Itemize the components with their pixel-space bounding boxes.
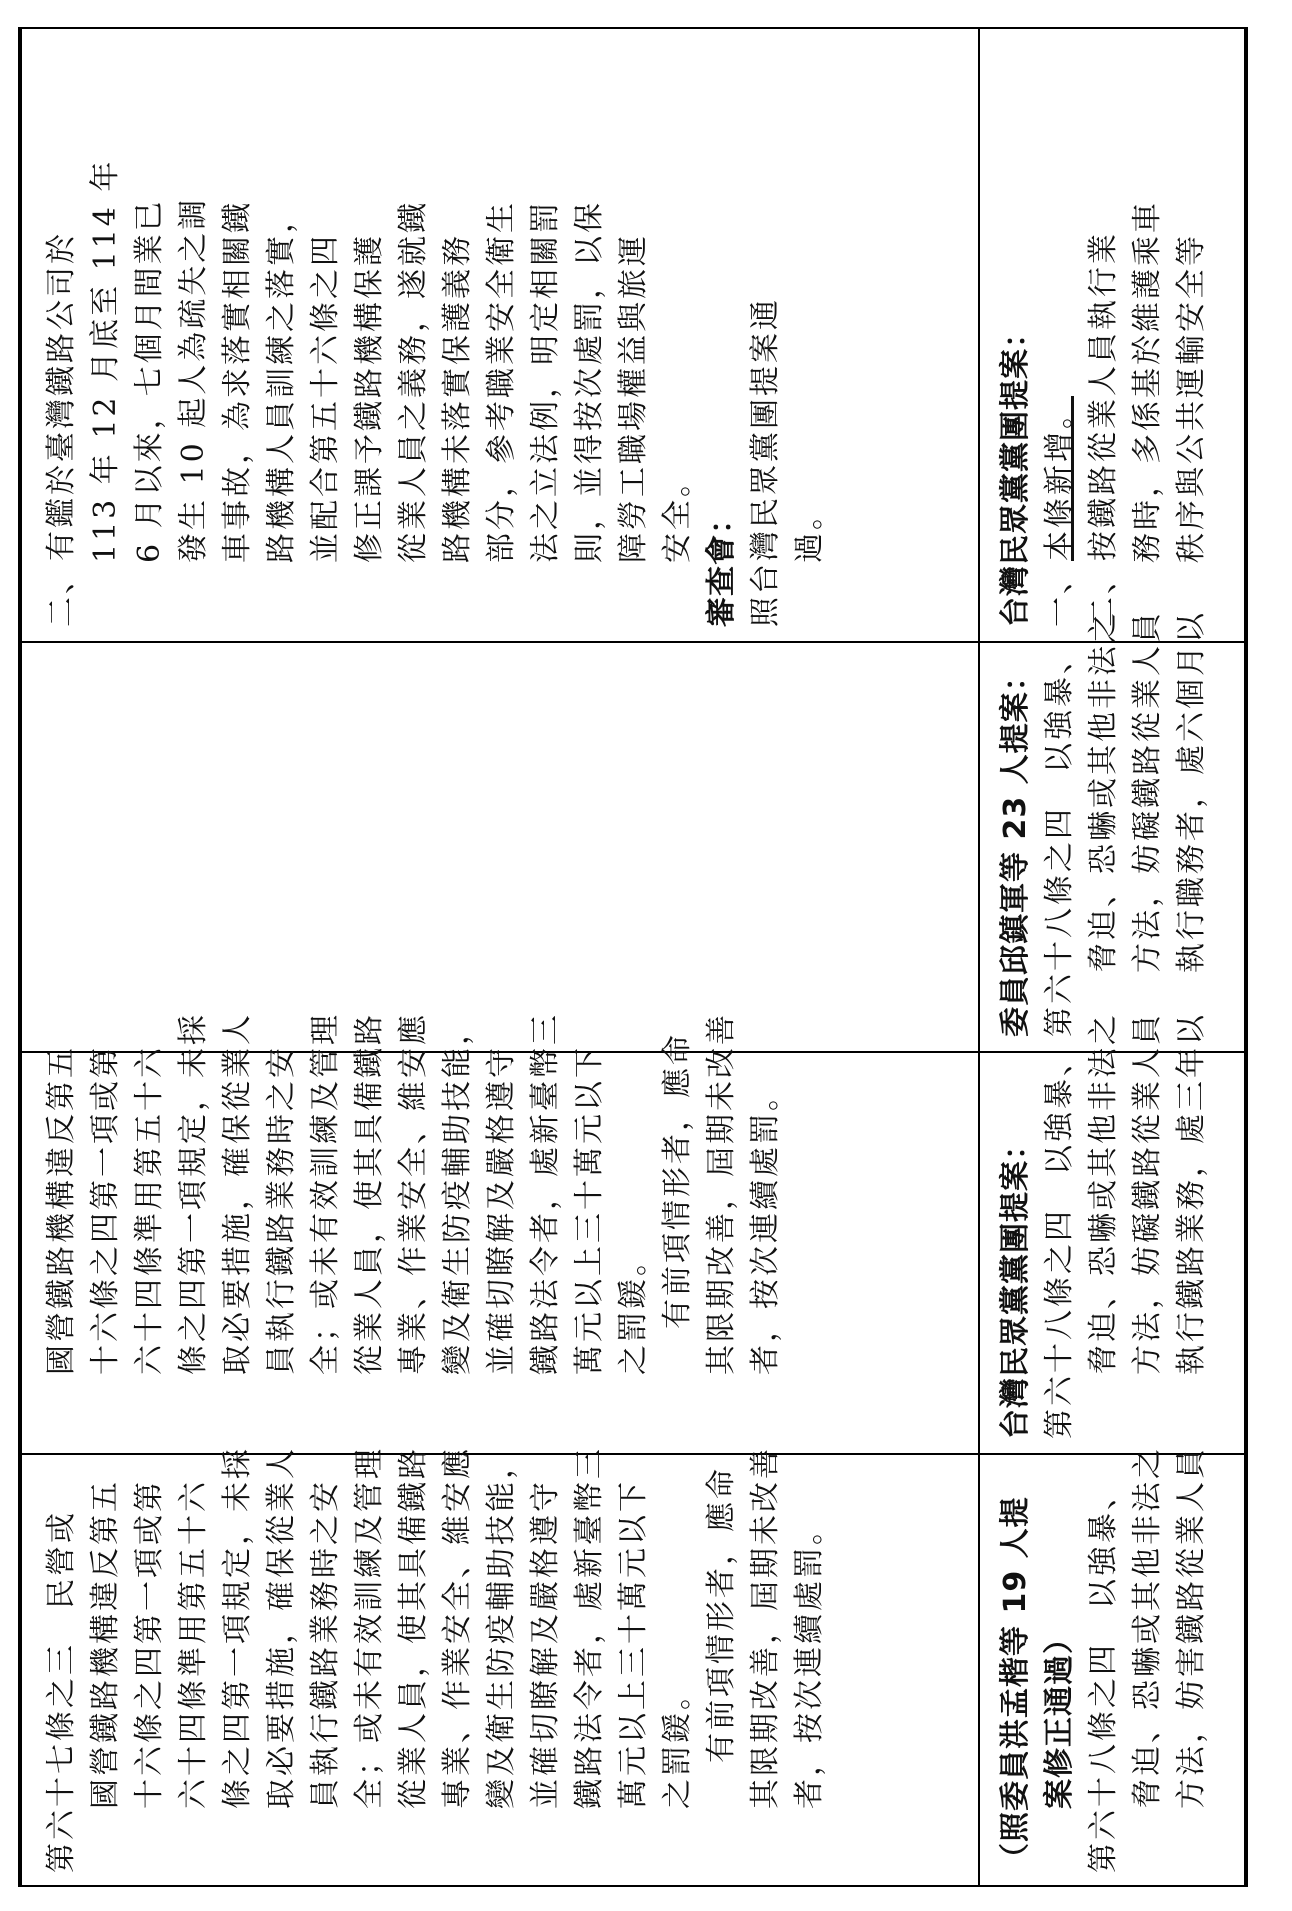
- text-line: 車事故，為求落實相關鐵: [220, 200, 255, 563]
- comparison-table: [18, 27, 1248, 1887]
- text-line: 取必要措施，確保從業人: [220, 1012, 255, 1375]
- text-line: 方法，妨害鐵路從業人員: [1174, 1446, 1209, 1809]
- cell-explanation: [980, 29, 1244, 641]
- text-line: 則，並得按次處罰，以保: [572, 200, 607, 563]
- cell-adopted-text: [980, 1446, 1244, 1887]
- review-committee-heading: 審查會：: [704, 503, 739, 627]
- text-line: 十六條之四第一項或第: [132, 1479, 167, 1809]
- text-line: 第六十七條之三 民營或: [44, 1510, 79, 1873]
- proposal-heading: 委員邱鎮軍等 23 人提案：: [998, 660, 1033, 1037]
- text-line: 第六十八條之四 以強暴、: [1086, 1477, 1121, 1873]
- text-line: 其限期改善，屆期未改善: [704, 1012, 739, 1375]
- text-line: 專業、作業安全、維安應: [396, 1012, 431, 1375]
- table-bottom-border: [1244, 27, 1248, 1887]
- text-line: 脅迫、恐嚇或其他非法之: [1086, 1012, 1121, 1375]
- text-line: 障勞工職場權益與旅運: [616, 233, 651, 563]
- text-line: 執行鐵路業務，處三年以: [1174, 1012, 1209, 1375]
- text-line: 務時，多係基於維護乘車: [1130, 200, 1165, 563]
- cell-tpp-proposal: [980, 1012, 1244, 1453]
- text-line: 部分，參考職業安全衛生: [484, 200, 519, 563]
- text-line: 過。: [792, 497, 827, 563]
- proposal-heading: 台灣民眾黨黨團提案：: [998, 317, 1033, 627]
- text-line: 條之四第一項規定，未採: [176, 1012, 211, 1375]
- text-line: 其限期改善，屆期未改善: [748, 1446, 783, 1809]
- text-line: 方法，妨礙鐵路從業人員: [1130, 610, 1165, 973]
- text-line: 並配合第五十六條之四: [308, 233, 343, 563]
- text-line: 並確切瞭解及嚴格遵守: [484, 1045, 519, 1375]
- text-line: （照委員洪孟楷等 19 人提: [998, 1496, 1033, 1873]
- text-line: 萬元以上三十萬元以下: [572, 1045, 607, 1375]
- text-line: 執行職務者，處六個月以: [1174, 610, 1209, 973]
- text-line: 脅迫、恐嚇或其他非法之: [1130, 1446, 1165, 1809]
- text-line: 變及衛生防疫輔助技能，: [484, 1446, 519, 1809]
- text-line: 鐵路法令者，處新臺幣三: [572, 1446, 607, 1809]
- cell-current-text: [18, 1446, 978, 1887]
- text-line: 案修正通過）: [1042, 1623, 1077, 1809]
- cell-proposed-text: [18, 1012, 978, 1453]
- text-line: 專業、作業安全、維安應: [440, 1446, 475, 1809]
- text-line: 秩序與公共運輸安全等: [1174, 233, 1209, 563]
- text-line: 條之四第一項規定，未採: [220, 1446, 255, 1809]
- text-line: 者，按次連續處罰。: [792, 1512, 827, 1809]
- text-line: 並確切瞭解及嚴格遵守: [528, 1479, 563, 1809]
- text-line: 之罰鍰。: [660, 1677, 695, 1809]
- text-line: 全；或未有效訓練及管理: [308, 1012, 343, 1375]
- text-line: 取必要措施，確保從業人: [264, 1446, 299, 1809]
- text-line: 發生 10 起人為疏失之調: [176, 196, 211, 563]
- text-line: 第六十八條之四 以強暴、: [1042, 1043, 1077, 1439]
- new-article-note: 本條新增。: [1042, 396, 1077, 561]
- text-line: 6 月以來，七個月間業已: [132, 198, 167, 563]
- text-line: 二、有鑑於臺灣鐵路公司於: [44, 231, 79, 627]
- text-line: 照台灣民眾黨團提案通: [748, 297, 783, 627]
- text-line: 鐵路法令者，處新臺幣三: [528, 1012, 563, 1375]
- text-line: 十六條之四第一項或第: [88, 1045, 123, 1375]
- text-line: 安全。: [660, 464, 695, 563]
- text-line: 從業人員之義務，遂就鐵: [396, 200, 431, 563]
- text-line: 變及衛生防疫輔助技能，: [440, 1012, 475, 1375]
- text-line: 之罰鍰。: [616, 1243, 651, 1375]
- text-line: 員執行鐵路業務時之安: [264, 1045, 299, 1375]
- text-line: 113 年 12 月底至 114 年: [88, 158, 123, 563]
- cell-legislator-proposal: [980, 610, 1244, 1051]
- text-line: 脅迫、恐嚇或其他非法之: [1086, 610, 1121, 973]
- text-line: 國營鐵路機構違反第五: [44, 1045, 79, 1375]
- text-line: 國營鐵路機構違反第五: [88, 1479, 123, 1809]
- text-line: 方法，妨礙鐵路從業人員: [1130, 1012, 1165, 1375]
- text-line: 二、按鐵路從業人員執行業: [1086, 231, 1121, 627]
- table-row-article-68-4: [980, 27, 1244, 1887]
- text-line: 從業人員，使其具備鐵路: [352, 1012, 387, 1375]
- text-line: 第六十八條之四 以強暴、: [1042, 641, 1077, 1037]
- text-line: 有前項情形者，應命: [660, 1032, 695, 1329]
- text-line: 六十四條準用第五十六: [132, 1045, 167, 1375]
- table-row-article-67-3: [18, 27, 978, 1887]
- cell-empty: [18, 643, 978, 1051]
- text-line: 員執行鐵路業務時之安: [308, 1479, 343, 1809]
- text-line: 有前項情形者，應命: [704, 1466, 739, 1763]
- cell-notes: [18, 29, 978, 641]
- text-line: 法之立法例，明定相關罰: [528, 200, 563, 563]
- text-line: 修正課予鐵路機構保護: [352, 233, 387, 563]
- text-line: 六十四條準用第五十六: [176, 1479, 211, 1809]
- text-line: 一、本條新增。: [1042, 396, 1077, 627]
- text-line: 萬元以上三十萬元以下: [616, 1479, 651, 1809]
- text-line: 路機構人員訓練之落實，: [264, 200, 299, 563]
- text-line: 從業人員，使其具備鐵路: [396, 1446, 431, 1809]
- proposal-heading: 台灣民眾黨黨團提案：: [998, 1129, 1033, 1439]
- text-line: 全；或未有效訓練及管理: [352, 1446, 387, 1809]
- text-line: 路機構未落實保護義務: [440, 233, 475, 563]
- text-line: 者，按次連續處罰。: [748, 1078, 783, 1375]
